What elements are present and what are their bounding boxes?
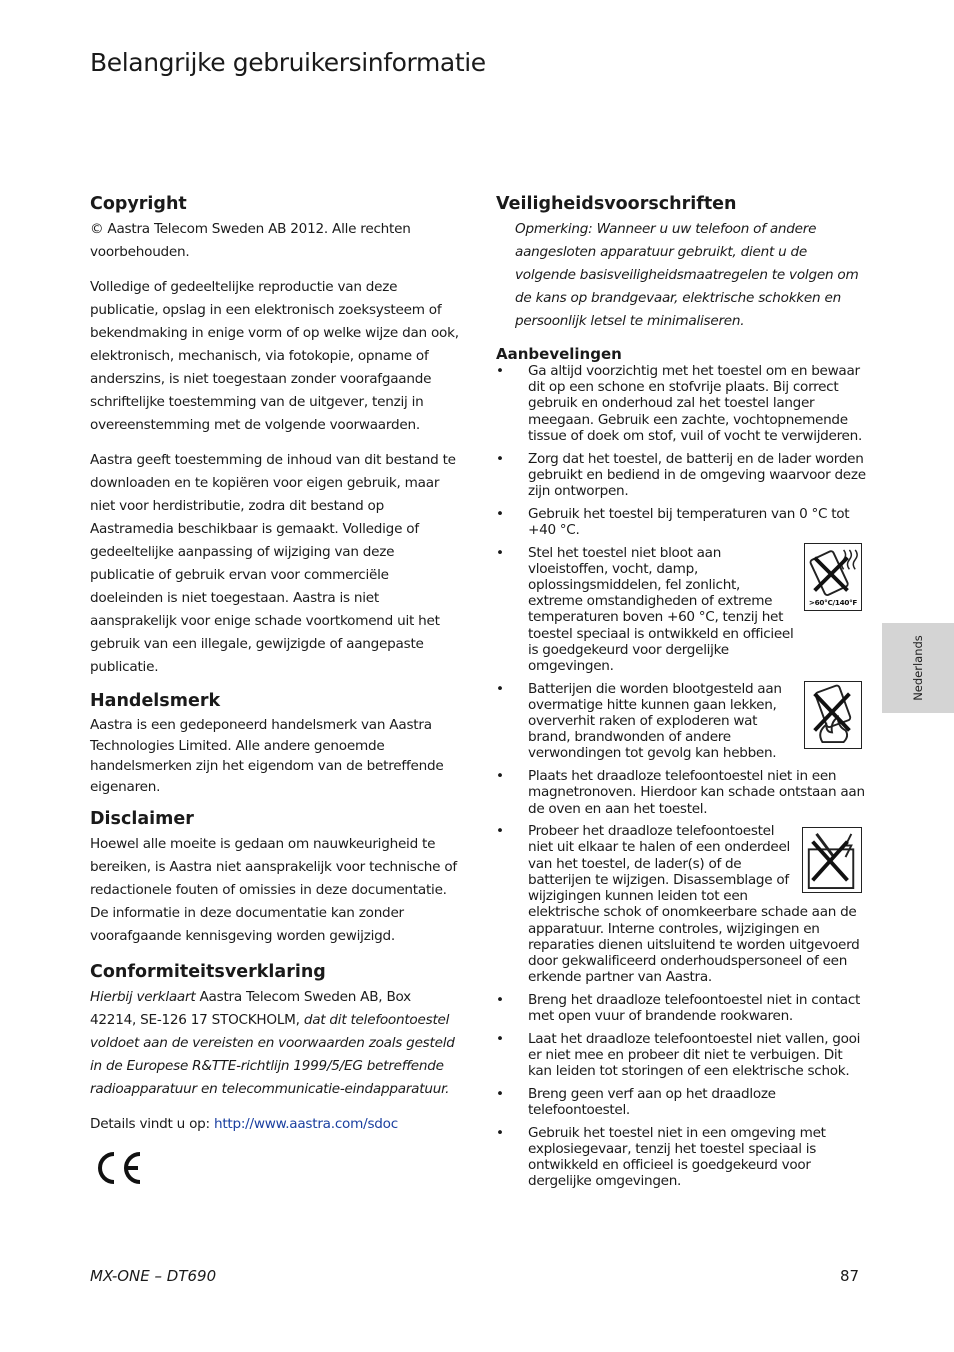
list-item bbox=[496, 545, 866, 675]
list-item bbox=[496, 768, 866, 817]
copyright-notice: © Aastra Telecom Sweden AB 2012. Alle rechten voorbehouden. bbox=[90, 221, 411, 260]
no-fire-icon bbox=[804, 681, 862, 749]
bullet: • bbox=[496, 991, 504, 1008]
list-item bbox=[496, 506, 866, 538]
list-item-text: Breng het draadloze telefoontoestel niet in contact met open vuur of brandende rookwaren. bbox=[528, 991, 861, 1025]
sdoc-link[interactable]: http://www.aastra.com/sdoc bbox=[213, 1116, 398, 1132]
temperature-label: >60°C/140°F bbox=[808, 597, 858, 607]
list-item bbox=[496, 1125, 866, 1190]
ce-mark-icon bbox=[90, 1148, 146, 1188]
list-item bbox=[496, 1031, 866, 1080]
bullet: • bbox=[496, 450, 504, 467]
list-item bbox=[496, 451, 866, 500]
conformity-details bbox=[90, 1113, 460, 1136]
list-item bbox=[496, 363, 866, 444]
bullet: • bbox=[496, 1030, 504, 1047]
no-disassemble-icon bbox=[802, 827, 862, 893]
language-tab-label: Nederlands bbox=[911, 635, 925, 701]
language-tab bbox=[882, 623, 954, 713]
bullet: • bbox=[496, 823, 504, 840]
copyright-permission-paragraph: Aastra geeft toestemming de inhoud van dit bestand te downloaden en te kopiëren voor eigen gebruik, maar niet voor herdistributie, zodra dit bestand op Aastramedia beschikbaar is gemaakt. Volledige of gedeeltelijke aanpassing of wijziging van deze publicatie of gebruik ervan voor commerciële doeleinden is niet toegestaan. Aastra is niet aansprakelijk voor enige schade voortkomend uit het gebruik van een illegale, gewijzigde of aangepaste publicatie. bbox=[90, 452, 456, 675]
list-item-text: Probeer het draadloze telefoontoestel niet uit elkaar te halen of een onderdeel van het toestel, de lader(s) of de batterijen te wijzigen. Disassemblage of wijzigingen kunnen leiden tot een elektrische schok of onomkeerbare schade aan de apparatuur. Interne controles, wijzigingen en reparaties dienen uitsluitend te worden uitgevoerd door gekwalificeerd onderhoudspersoneel of een erkende partner van Aastra. bbox=[528, 823, 860, 986]
bullet: • bbox=[496, 544, 504, 561]
list-item bbox=[496, 823, 866, 985]
details-label: Details vindt u op: bbox=[90, 1116, 214, 1132]
copyright-paragraph: Volledige of gedeeltelijke reproductie van deze publicatie, opslag in een elektronisch zoeksysteem of bekendmaking in enige vorm of op welke wijze dan ook, elektronisch, mechanisch, via fotokopie, opname of anderszins, is niet toegestaan zonder voorafgaande schriftelijke toestemming van de uitgever, tenzij in overeenstemming met de volgende voorwaarden. bbox=[90, 279, 459, 433]
right-column bbox=[496, 192, 866, 1196]
bullet: • bbox=[496, 1085, 504, 1102]
bullet: • bbox=[496, 1124, 504, 1141]
disclaimer-paragraph: Hoewel alle moeite is gedaan om nauwkeurigheid te bereiken, is Aastra niet aansprakelijk voor technische of redactionele fouten of omissies in deze documentatie. De informatie in deze documentatie kan zonder voorafgaande kennisgeving worden gewijzigd. bbox=[90, 836, 457, 944]
list-item-text: Zorg dat het toestel, de batterij en de lader worden gebruikt en bediend in de omgeving waarvoor deze zijn ontworpen. bbox=[528, 450, 866, 499]
list-item-text: Gebruik het toestel niet in een omgeving met explosiegevaar, tenzij het toestel speciaal is ontwikkeld en officieel is goedgekeurd voor dergelijke omgevingen. bbox=[528, 1124, 826, 1190]
list-item-text: Breng geen verf aan op het draadloze telefoontoestel. bbox=[528, 1085, 776, 1119]
trademark-paragraph: Aastra is een gedeponeerd handelsmerk van Aastra Technologies Limited. Alle andere genoemde handelsmerken zijn het eigendom van de betreffende eigenaren. bbox=[90, 717, 444, 795]
list-item bbox=[496, 1086, 866, 1118]
bullet: • bbox=[496, 680, 504, 697]
bullet: • bbox=[496, 505, 504, 522]
list-item-text: Plaats het draadloze telefoontoestel niet in een magnetronoven. Hierdoor kan schade ontstaan aan de oven en aan het toestel. bbox=[528, 768, 865, 817]
list-item bbox=[496, 992, 866, 1024]
list-item-text: Stel het toestel niet bloot aan vloeistoffen, vocht, damp, oplossingsmiddelen, fel zonlicht, extreme omstandigheden of extreme temperaturen boven +60 °C, tenzij het toestel speciaal is ontwikkeld en officieel is goedgekeurd voor dergelijke omgevingen. bbox=[528, 544, 794, 674]
safety-heading: Veiligheidsvoorschriften bbox=[496, 194, 737, 214]
list-item bbox=[496, 681, 866, 762]
recommendations-heading: Aanbevelingen bbox=[496, 345, 622, 363]
recommendations-list bbox=[496, 363, 866, 1190]
conformity-heading: Conformiteitsverklaring bbox=[90, 962, 326, 982]
copyright-heading: Copyright bbox=[90, 194, 187, 214]
page-number: 87 bbox=[840, 1267, 860, 1285]
bullet: • bbox=[496, 768, 504, 785]
page-title: Belangrijke gebruikersinformatie bbox=[90, 48, 486, 77]
list-item-text: Ga altijd voorzichtig met het toestel om en bewaar dit op een schone en stofvrije plaats. Bij correct gebruik en onderhoud zal het toestel langer meegaan. Gebruik een zachte, vochtopnemende tissue of doek om stof, vuil of vocht te verwijderen. bbox=[528, 363, 862, 444]
conformity-paragraph bbox=[90, 986, 460, 1101]
list-item-text: Batterijen die worden blootgesteld aan overmatige hitte kunnen gaan lekken, oververhit raken of exploderen wat brand, brandwonden of andere verwondingen tot gevolg kan hebben. bbox=[528, 680, 782, 762]
conformity-company: Aastra Telecom Sweden AB, Box 42214, SE-126 17 STOCKHOLM, bbox=[90, 989, 411, 1028]
list-item-text: Laat het draadloze telefoontoestel niet vallen, gooi er niet mee en probeer dit niet te verbuigen. Dit kan leiden tot storingen of een elektrische schok. bbox=[528, 1030, 861, 1080]
footer-product: MX-ONE – DT690 bbox=[90, 1267, 217, 1285]
bullet: • bbox=[496, 363, 504, 379]
disclaimer-heading: Disclaimer bbox=[90, 809, 194, 829]
conformity-intro: Hierbij verklaart bbox=[90, 989, 196, 1005]
trademark-heading: Handelsmerk bbox=[90, 691, 221, 711]
safety-note: Opmerking: Wanneer u uw telefoon of andere aangesloten apparatuur gebruikt, dient u de volgende basisveiligheidsmaatregelen te volgen om de kans op brandgevaar, elektrische schokken en persoonlijk letsel te minimaliseren. bbox=[515, 221, 859, 329]
left-column bbox=[90, 192, 460, 1188]
list-item-text: Gebruik het toestel bij temperaturen van 0 °C tot +40 °C. bbox=[528, 505, 850, 538]
no-liquid-heat-icon bbox=[804, 543, 862, 611]
conformity-statement: dat dit telefoontoestel voldoet aan de vereisten en voorwaarden zoals gesteld in de Europese R&TTE-richtlijn 1999/5/EG betreffende radioapparatuur en telecommunicatie-eindapparatuur. bbox=[90, 1012, 455, 1097]
